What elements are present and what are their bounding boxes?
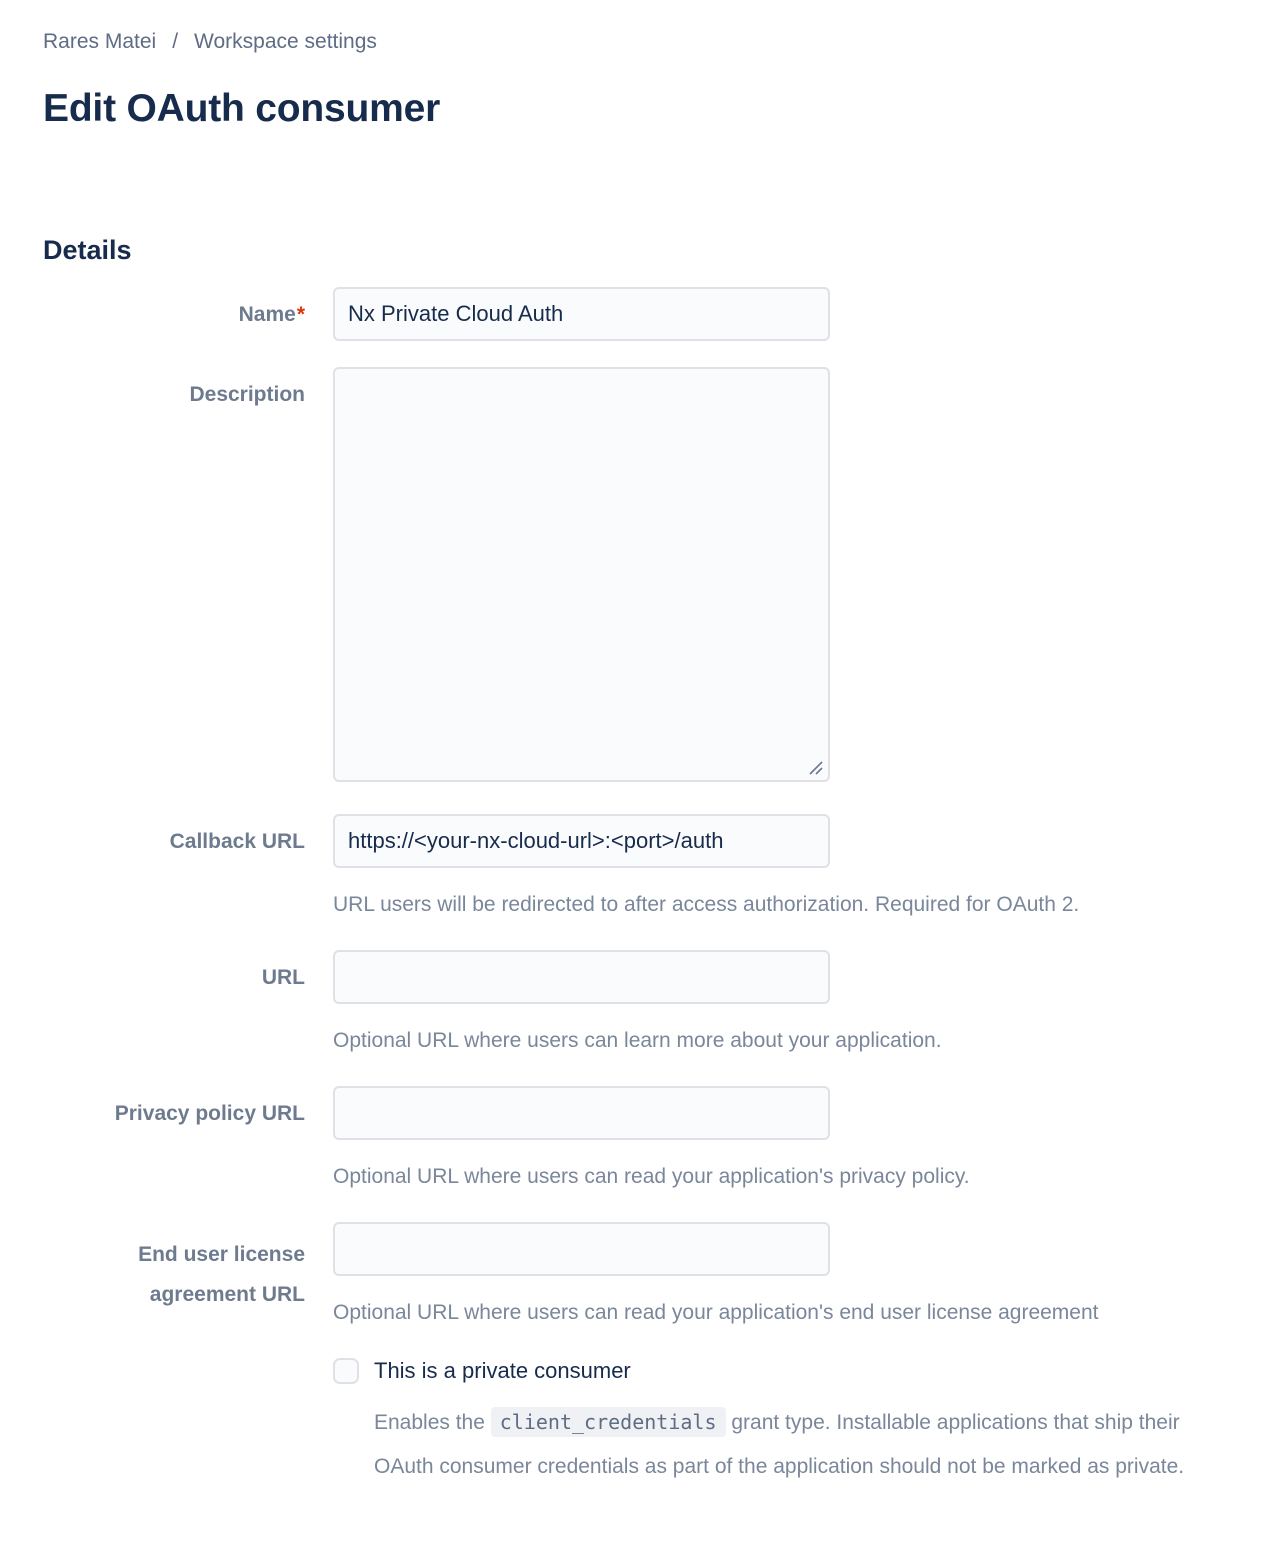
breadcrumb — [43, 30, 1235, 54]
private-consumer-row — [333, 1358, 1235, 1384]
breadcrumb-workspace-link[interactable]: Rares Matei — [43, 30, 157, 53]
description-controls — [333, 367, 1235, 782]
eula-url-help: Optional URL where users can read your application's end user license agreement — [333, 1301, 1099, 1324]
details-section-heading: Details — [43, 235, 132, 265]
callback-url-input[interactable] — [333, 814, 830, 868]
url-field-row — [43, 950, 1235, 1054]
page-title: Edit OAuth consumer — [43, 87, 441, 130]
name-field-row — [43, 287, 1235, 341]
eula-url-controls — [333, 1222, 1235, 1326]
callback-url-field-row — [43, 814, 1235, 918]
privacy-policy-url-field-row — [43, 1086, 1235, 1190]
name-input[interactable] — [333, 287, 830, 341]
private-consumer-help-prefix: Enables the — [374, 1411, 491, 1434]
private-consumer-help-suffix: grant type. Installable applications that ship their OAuth consumer credentials as part of the application should not be marked as private. — [374, 1411, 1185, 1478]
url-label: URL — [261, 966, 305, 989]
private-consumer-checkbox[interactable] — [333, 1358, 359, 1384]
callback-url-label: Callback URL — [169, 830, 305, 853]
url-input[interactable] — [333, 950, 830, 1004]
callback-url-controls — [333, 814, 1235, 918]
description-textarea-wrap — [333, 367, 830, 782]
name-label — [43, 287, 305, 341]
privacy-policy-url-help: Optional URL where users can read your application's privacy policy. — [333, 1165, 970, 1188]
privacy-policy-url-label: Privacy policy URL — [114, 1102, 305, 1125]
breadcrumb-separator: / — [172, 30, 179, 53]
private-consumer-help — [374, 1400, 1219, 1489]
required-asterisk: * — [296, 303, 305, 326]
description-textarea[interactable] — [333, 367, 830, 782]
oauth-consumer-form — [43, 287, 1235, 1489]
resize-handle-icon[interactable] — [807, 759, 823, 775]
name-label-text: Name — [238, 303, 296, 326]
eula-url-field-row — [43, 1222, 1235, 1326]
private-consumer-label[interactable]: This is a private consumer — [374, 1358, 631, 1383]
url-help: Optional URL where users can learn more about your application. — [333, 1029, 942, 1052]
breadcrumb-settings-link[interactable]: Workspace settings — [194, 30, 377, 53]
url-controls — [333, 950, 1235, 1054]
privacy-policy-url-controls — [333, 1086, 1235, 1190]
privacy-policy-url-input[interactable] — [333, 1086, 830, 1140]
client-credentials-code: client_credentials — [491, 1407, 726, 1437]
eula-url-input[interactable] — [333, 1222, 830, 1276]
eula-url-label: End user license agreement URL — [138, 1243, 305, 1306]
name-controls — [333, 287, 1235, 341]
callback-url-help: URL users will be redirected to after access authorization. Required for OAuth 2. — [333, 893, 1080, 916]
description-label: Description — [189, 383, 305, 406]
description-field-row — [43, 367, 1235, 782]
